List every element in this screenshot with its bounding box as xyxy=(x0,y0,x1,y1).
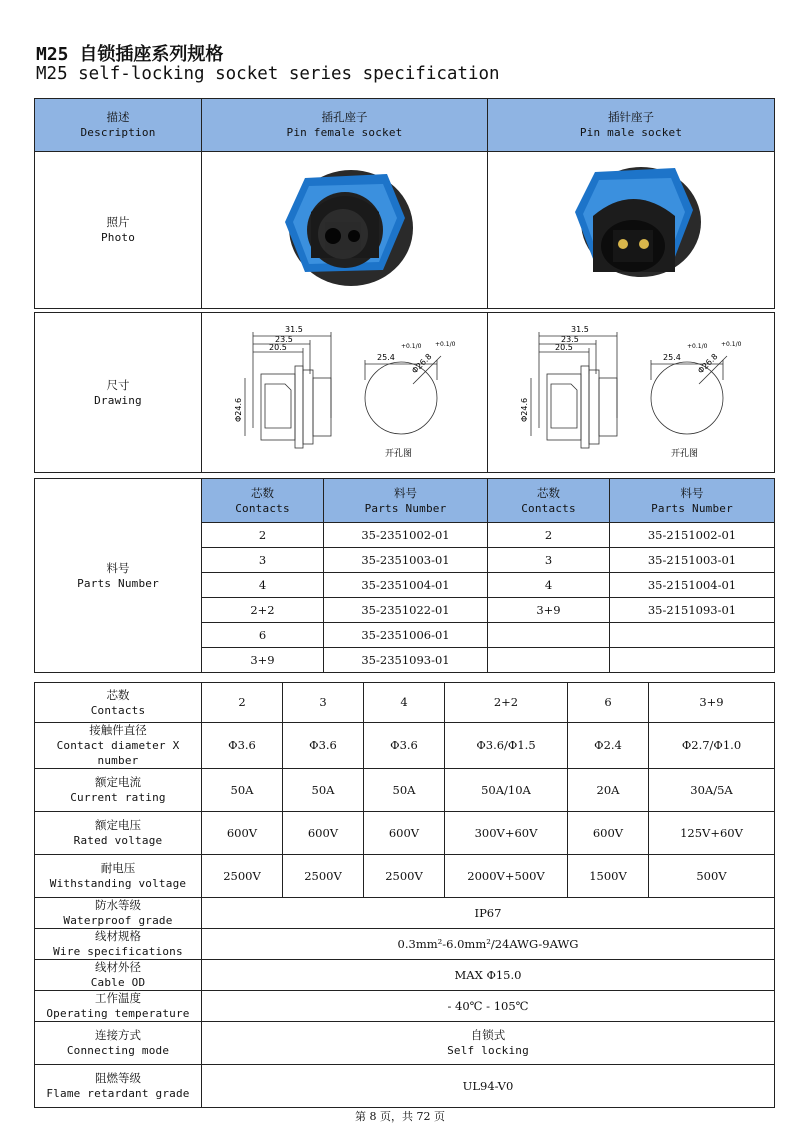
label-cn: 照片 xyxy=(106,215,130,229)
cell: 0.3mm²-6.0mm²/24AWG-9AWG xyxy=(202,929,775,960)
label-cn: 芯数 xyxy=(251,485,274,500)
cell: 35-2351004-01 xyxy=(324,573,488,598)
page-title-en: M25 self-locking socket series specification xyxy=(36,64,500,84)
label-cn: 料号 xyxy=(680,485,704,500)
cell: 50A xyxy=(364,769,445,812)
parts-h-contacts-m xyxy=(488,479,610,523)
cell: Φ3.6 xyxy=(202,723,283,769)
cell: MAX Φ15.0 xyxy=(202,960,775,991)
value-en: Self locking xyxy=(447,1044,529,1057)
cell: 4 xyxy=(488,573,610,598)
label-cn: 额定电流 xyxy=(95,775,141,789)
photo-label xyxy=(35,152,202,309)
label-cn: 料号 xyxy=(394,485,417,500)
spec-row-connect xyxy=(35,1022,775,1065)
label-cn: 料号 xyxy=(106,560,130,575)
cell: 600V xyxy=(568,812,649,855)
label-cn: 接触件直径 xyxy=(89,723,147,737)
parts-h-pn-f xyxy=(324,479,488,523)
spec-row-current xyxy=(35,769,775,812)
label-en: Flame retardant grade xyxy=(46,1087,190,1100)
label-en: Contacts xyxy=(235,501,290,515)
parts-h-pn-m xyxy=(610,479,775,523)
cell xyxy=(488,623,610,648)
label-cn: 尺寸 xyxy=(106,377,130,392)
cell: 3+9 xyxy=(649,683,775,723)
cell: 600V xyxy=(283,812,364,855)
header-male xyxy=(488,99,775,152)
cell: IP67 xyxy=(202,898,775,929)
cell xyxy=(610,623,775,648)
cell: Φ3.6/Φ1.5 xyxy=(445,723,568,769)
value-cn: 自锁式 xyxy=(470,1028,506,1042)
label-en: Pin male socket xyxy=(579,126,683,139)
label-cn: 防水等级 xyxy=(95,898,141,912)
dim-25-4-tol: +0.1/0 xyxy=(687,342,708,350)
label-en: Rated voltage xyxy=(73,834,163,847)
cell: 600V xyxy=(202,812,283,855)
label-en: Waterproof grade xyxy=(63,914,173,927)
label-cn: 线材外径 xyxy=(95,960,141,974)
cell: 50A/10A xyxy=(445,769,568,812)
cell: 35-2151004-01 xyxy=(610,573,775,598)
parts-h-contacts-f xyxy=(202,479,324,523)
label-en: Description xyxy=(80,126,156,139)
cell: 2000V+500V xyxy=(445,855,568,898)
cell xyxy=(488,648,610,673)
cell: 2500V xyxy=(202,855,283,898)
cell: 35-2151003-01 xyxy=(610,548,775,573)
cell: 30A/5A xyxy=(649,769,775,812)
spec-row-flame xyxy=(35,1065,775,1108)
label-cn: 插针座子 xyxy=(608,110,654,124)
cell: 4 xyxy=(202,573,324,598)
page-footer: 第 8 页，共 72 页 xyxy=(355,1110,445,1123)
cell: - 40℃ - 105℃ xyxy=(202,991,775,1022)
label-en: Parts Number xyxy=(651,501,733,515)
cell: 6 xyxy=(568,683,649,723)
cell: 2+2 xyxy=(445,683,568,723)
cell: 50A xyxy=(202,769,283,812)
label-en: Parts Number xyxy=(77,576,159,590)
label-en: Cable OD xyxy=(90,976,146,989)
dim-26-8: Φ26.8 xyxy=(409,351,433,375)
dim-31-5: 31.5 xyxy=(284,324,303,334)
label-en: Pin female socket xyxy=(286,126,403,139)
label-cn: 插孔座子 xyxy=(321,110,368,124)
parts-label xyxy=(35,479,202,673)
cell: Φ3.6 xyxy=(283,723,364,769)
cutout-label: 开孔图 xyxy=(671,448,699,459)
cell: 2500V xyxy=(364,855,445,898)
cell: 600V xyxy=(364,812,445,855)
cell: 3 xyxy=(283,683,364,723)
cell: 50A xyxy=(283,769,364,812)
female-drawing-svg xyxy=(205,318,485,468)
male-drawing-svg xyxy=(491,318,771,468)
cell: 2 xyxy=(488,523,610,548)
cell: 2 xyxy=(202,523,324,548)
dim-24-6: Φ24.6 xyxy=(520,397,529,422)
cell: 35-2151002-01 xyxy=(610,523,775,548)
cell: 3 xyxy=(202,548,324,573)
header-description xyxy=(35,99,202,152)
label-en: Parts Number xyxy=(364,501,447,515)
cell xyxy=(610,648,775,673)
cutout-label: 开孔图 xyxy=(384,448,412,459)
label-en: Operating temperature xyxy=(46,1007,190,1020)
cell: 6 xyxy=(202,623,324,648)
label-en: Wire specifications xyxy=(53,945,183,958)
cell: 3+9 xyxy=(488,598,610,623)
male-drawing xyxy=(488,313,775,473)
drawing-label xyxy=(35,313,202,473)
cell: 2+2 xyxy=(202,598,324,623)
cell: 300V+60V xyxy=(445,812,568,855)
drawing-table xyxy=(34,312,775,473)
cell: 2 xyxy=(202,683,283,723)
label-en: Contacts xyxy=(90,703,146,717)
dim-25-4: 25.4 xyxy=(376,352,395,362)
spec-row-contacts xyxy=(35,683,775,723)
cell: Φ2.7/Φ1.0 xyxy=(649,723,775,769)
cell: UL94-V0 xyxy=(202,1065,775,1108)
cell: 35-2151093-01 xyxy=(610,598,775,623)
label-cn: 阻燃等级 xyxy=(95,1071,141,1085)
label-en: Connecting mode xyxy=(66,1044,170,1057)
label-cn: 描述 xyxy=(106,110,130,124)
dim-20-5: 20.5 xyxy=(268,342,287,352)
cell: 35-2351022-01 xyxy=(324,598,488,623)
dim-26-8-tol: +0.1/0 xyxy=(434,340,455,348)
dim-31-5: 31.5 xyxy=(571,324,589,334)
cell: 20A xyxy=(568,769,649,812)
cell: 1500V xyxy=(568,855,649,898)
spec-row-waterproof xyxy=(35,898,775,929)
label-cn: 连接方式 xyxy=(95,1028,141,1042)
label-cn: 额定电压 xyxy=(95,818,141,832)
page-title-cn: M25 自锁插座系列规格 xyxy=(36,44,224,65)
cell: 35-2351093-01 xyxy=(324,648,488,673)
label-en: Contact diameter X number xyxy=(56,739,180,767)
spec-row-diameter xyxy=(35,723,775,769)
cell: 3 xyxy=(488,548,610,573)
label-cn: 芯数 xyxy=(537,485,560,500)
dim-23-5: 23.5 xyxy=(274,334,293,344)
cell: 35-2351002-01 xyxy=(324,523,488,548)
header-photo-table xyxy=(34,98,775,309)
dim-24-6: Φ24.6 xyxy=(233,397,243,422)
spec-row-voltage xyxy=(35,812,775,855)
label-cn: 线材规格 xyxy=(95,929,141,943)
cell: 35-2351003-01 xyxy=(324,548,488,573)
parts-table xyxy=(34,478,775,673)
header-female xyxy=(202,99,488,152)
spec-row-cable xyxy=(35,960,775,991)
label-cn: 耐电压 xyxy=(100,861,136,875)
female-photo xyxy=(202,152,488,309)
label-en: Withstanding voltage xyxy=(49,877,187,890)
cell: 3+9 xyxy=(202,648,324,673)
dim-25-4-tol: +0.1/0 xyxy=(400,342,421,350)
label-en: Contacts xyxy=(521,501,576,515)
cell: 35-2351006-01 xyxy=(324,623,488,648)
specs-table xyxy=(34,682,775,1108)
dim-23-5: 23.5 xyxy=(561,334,579,344)
label-en: Current rating xyxy=(70,791,166,804)
female-socket-image xyxy=(265,160,425,300)
label-cn: 芯数 xyxy=(106,687,130,702)
cell: Φ2.4 xyxy=(568,723,649,769)
label-en: Photo xyxy=(100,231,136,244)
spec-row-wire xyxy=(35,929,775,960)
male-socket-image xyxy=(551,160,711,300)
cell: 2500V xyxy=(283,855,364,898)
dim-20-5: 20.5 xyxy=(555,342,573,352)
cell: 500V xyxy=(649,855,775,898)
dim-26-8: Φ26.8 xyxy=(696,351,720,375)
female-drawing xyxy=(202,313,488,473)
male-photo xyxy=(488,152,775,309)
label-en: Drawing xyxy=(94,393,142,407)
cell: Φ3.6 xyxy=(364,723,445,769)
label-cn: 工作温度 xyxy=(95,991,141,1005)
spec-row-withstand xyxy=(35,855,775,898)
spec-row-temp xyxy=(35,991,775,1022)
cell: 4 xyxy=(364,683,445,723)
dim-25-4: 25.4 xyxy=(663,352,681,362)
cell: 125V+60V xyxy=(649,812,775,855)
dim-26-8-tol: +0.1/0 xyxy=(721,340,742,348)
